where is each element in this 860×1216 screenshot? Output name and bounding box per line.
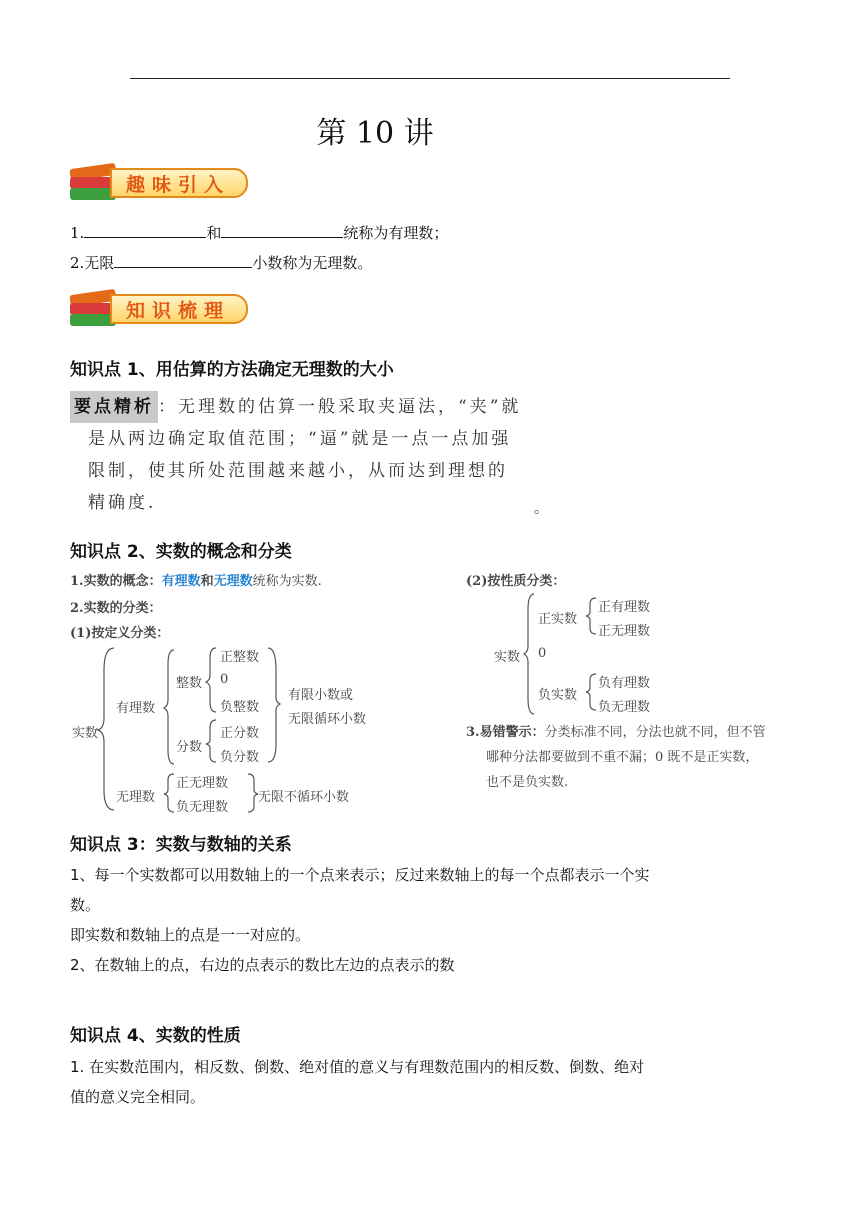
kp3-line: 1、每一个实数都可以用数轴上的一个点来表示；反过来数轴上的每一个点都表示一个实 bbox=[70, 866, 650, 884]
line1-prefix: 1. bbox=[70, 224, 85, 242]
warning-line: 也不是负实数. bbox=[486, 775, 569, 790]
kp1-line: 是从两边确定取值范围；“逼”就是一点一点加强 bbox=[88, 429, 512, 449]
kp3-line: 数。 bbox=[70, 896, 101, 914]
intro-line-2 bbox=[70, 252, 372, 273]
concept-prefix: 1.实数的概念： bbox=[70, 574, 162, 589]
tree1-rational-note-2: 无限循环小数 bbox=[288, 712, 367, 727]
by-sign-label: (2)按性质分类： bbox=[466, 574, 566, 589]
line1-mid: 和 bbox=[206, 224, 222, 242]
kp3-line: 即实数和数轴上的点是一一对应的。 bbox=[70, 926, 311, 944]
concept-and: 和 bbox=[200, 574, 214, 589]
tree2-neg-irr: 负无理数 bbox=[598, 700, 651, 715]
kp3-line: 2、在数轴上的点，右边的点表示的数比左边的点表示的数 bbox=[70, 956, 455, 974]
classify-label: 2.实数的分类： bbox=[70, 601, 162, 616]
tree2-root: 实数 bbox=[494, 650, 521, 665]
blank-1[interactable] bbox=[84, 223, 206, 238]
tree1-zero: 0 bbox=[220, 672, 229, 687]
kp1-line: ：无理数的估算一般采取夹逼法，“夹”就 bbox=[158, 397, 522, 417]
tree1-rational-note-1: 有限小数或 bbox=[288, 688, 354, 703]
tree2-pos: 正实数 bbox=[538, 612, 578, 627]
kp2-heading: 知识点 2、实数的概念和分类 bbox=[70, 542, 292, 562]
concept-irrational: 无理数 bbox=[213, 574, 253, 589]
tree2-pos-rat: 正有理数 bbox=[598, 600, 651, 615]
tree1-rational: 有理数 bbox=[116, 701, 156, 716]
kp4-heading: 知识点 4、实数的性质 bbox=[70, 1026, 241, 1046]
tree1-pos-irr: 正无理数 bbox=[176, 776, 229, 791]
kp2-concept bbox=[70, 570, 322, 589]
blank-2[interactable] bbox=[221, 223, 343, 238]
tree2-neg: 负实数 bbox=[538, 688, 578, 703]
tree2-neg-rat: 负有理数 bbox=[598, 676, 651, 691]
tree1-integer: 整数 bbox=[176, 676, 203, 691]
review-banner bbox=[70, 286, 248, 330]
tree1-pos-int: 正整数 bbox=[220, 650, 260, 665]
kp3-heading: 知识点 3：实数与数轴的关系 bbox=[70, 835, 292, 855]
intro-banner bbox=[70, 160, 248, 204]
line2-suffix: 小数称为无理数。 bbox=[252, 254, 373, 272]
tree1-pos-frac: 正分数 bbox=[220, 726, 260, 741]
banner-label: 趣味引入 bbox=[126, 174, 231, 196]
kp1-heading: 知识点 1、用估算的方法确定无理数的大小 bbox=[70, 360, 394, 380]
tree2-pos-irr: 正无理数 bbox=[598, 624, 651, 639]
key-point-tag: 要点精析 bbox=[70, 391, 158, 423]
tree1-neg-frac: 负分数 bbox=[220, 750, 260, 765]
tree1-neg-irr: 负无理数 bbox=[176, 800, 229, 815]
kp4-body bbox=[70, 1052, 760, 1112]
tree2-zero: 0 bbox=[538, 646, 547, 661]
tree1-fraction: 分数 bbox=[176, 740, 203, 755]
header-rule bbox=[130, 78, 730, 79]
by-definition-label: (1)按定义分类： bbox=[70, 626, 170, 641]
tree1-neg-int: 负整数 bbox=[220, 700, 260, 715]
tree1-root: 实数 bbox=[72, 726, 99, 741]
page-title: 第 10 讲 bbox=[316, 116, 434, 151]
warning-prefix: 3.易错警示： bbox=[466, 725, 545, 740]
concept-rational: 有理数 bbox=[161, 574, 201, 589]
tree1-irrational: 无理数 bbox=[116, 790, 156, 805]
kp1-text bbox=[70, 391, 521, 519]
warning-line: 分类标准不同，分法也就不同，但不管 bbox=[544, 725, 766, 740]
blank-3[interactable] bbox=[114, 253, 252, 268]
kp1-end-mark: 。 bbox=[534, 501, 548, 517]
kp1-line: 精确度. bbox=[88, 493, 157, 513]
kp2-warning bbox=[466, 720, 766, 795]
kp4-line: 值的意义完全相同。 bbox=[70, 1088, 206, 1106]
warning-line: 哪种分法都要做到不重不漏；0 既不是正实数， bbox=[486, 750, 759, 765]
concept-suffix: 统称为实数. bbox=[252, 574, 322, 589]
kp4-line: 1. 在实数范围内，相反数、倒数、绝对值的意义与有理数范围内的相反数、倒数、绝对 bbox=[70, 1058, 645, 1076]
line2-prefix: 2.无限 bbox=[70, 254, 115, 272]
banner-label: 知识梳理 bbox=[126, 300, 231, 322]
intro-line-1 bbox=[70, 222, 448, 243]
line1-suffix: 统称为有理数； bbox=[343, 224, 449, 242]
kp3-body bbox=[70, 860, 750, 980]
kp1-line: 限制，使其所处范围越来越小，从而达到理想的 bbox=[88, 461, 508, 481]
tree1-irr-note: 无限不循环小数 bbox=[258, 790, 350, 805]
